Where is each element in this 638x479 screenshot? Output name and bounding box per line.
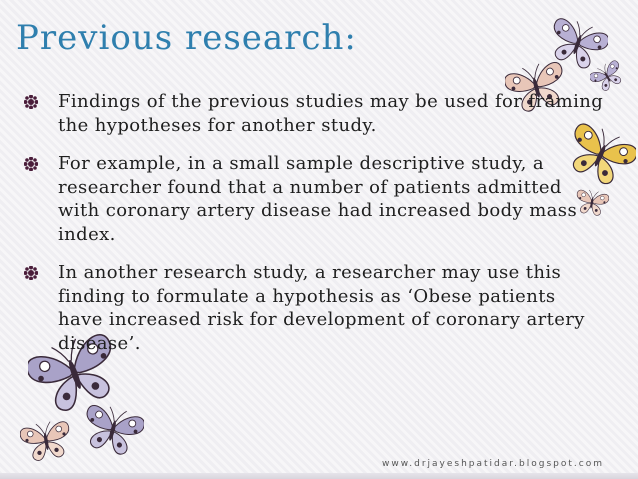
footer-rule bbox=[0, 473, 638, 479]
butterfly-icon bbox=[590, 60, 624, 92]
butterfly-icon bbox=[20, 416, 72, 464]
flower-bullet-icon bbox=[24, 95, 38, 109]
butterfly-icon bbox=[82, 400, 144, 458]
list-item bbox=[24, 152, 604, 246]
flower-bullet-icon bbox=[24, 157, 38, 171]
bullet-text: Findings of the previous studies may be used for framing the hypotheses for another study. bbox=[58, 91, 604, 136]
list-item bbox=[24, 261, 604, 355]
flower-bullet-icon bbox=[24, 266, 38, 280]
slide-title: Previous research: bbox=[16, 18, 357, 58]
bullet-text: For example, in a small sample descriptive study, a researcher found that a number of patients admitted with coronary artery disease had increased body mass index. bbox=[58, 153, 578, 245]
list-item bbox=[24, 90, 604, 137]
footer-url: www.drjayeshpatidar.blogspot.com bbox=[382, 459, 604, 469]
bullet-text: In another research study, a researcher may use this finding to formulate a hypothesis as ‘Obese patients have increased risk for development of coronary artery disease’. bbox=[58, 262, 585, 354]
bullet-list bbox=[24, 90, 604, 370]
